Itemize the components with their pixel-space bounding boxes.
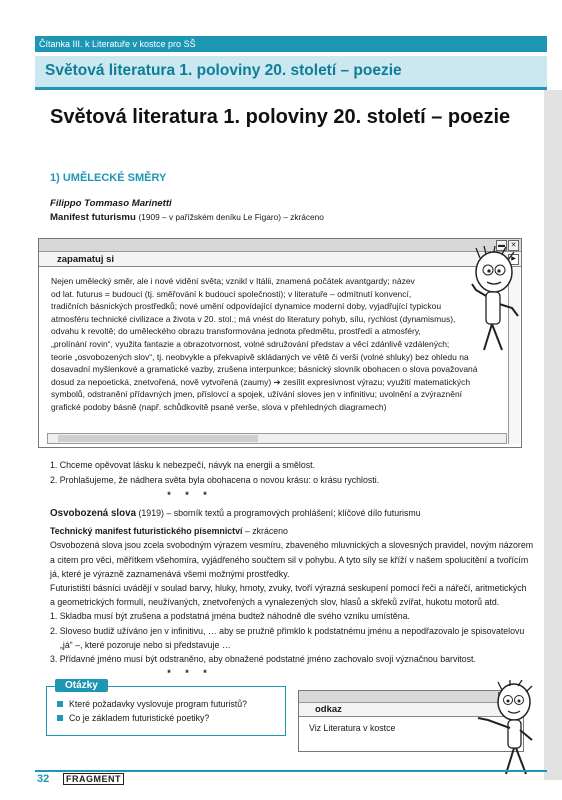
questions-box <box>46 680 286 736</box>
remember-tab[interactable]: zapamatuj si <box>57 254 115 265</box>
section-title-bar <box>35 56 547 90</box>
body-line: 1. Skladba musí být zrušena a podstatná jména budtež náhodně dle svého vzniku umístěna. <box>50 611 410 622</box>
right-margin-strip <box>544 90 562 780</box>
play-arrow-icon[interactable]: ▶ <box>508 254 519 265</box>
technical-manifest-note: – zkráceno <box>242 526 288 537</box>
reference-text: Viz Literatura v kostce <box>309 723 396 733</box>
questions-label: Otázky <box>55 679 108 692</box>
manifest-title: Manifest futurismu <box>50 212 136 223</box>
square-bullet-icon <box>57 701 63 707</box>
minimize-icon[interactable]: ▬ <box>498 242 505 249</box>
book-title-bar <box>35 36 547 52</box>
square-bullet-icon <box>57 715 63 721</box>
scrollbar-thumb[interactable] <box>58 435 258 442</box>
window-title-strip <box>39 239 521 252</box>
page-footer <box>35 770 547 786</box>
remember-line: atmosféru technické civilizace a života v 20. stol.; má vnést do literatury pohyb, sílu, rychlost (dynamismus), <box>51 313 456 324</box>
free-words-title: Osvobozená slova <box>50 508 137 519</box>
manifest-line <box>50 212 324 223</box>
remember-line: dosud za nepoetická, znetvořená, nově vytvořená (zaumy) ➔ zesílit expresivnost výrazu; využití matematických <box>51 376 471 387</box>
remember-line: od lat. futurus = budoucí (tj. směřování k budoucí společnosti); v literatuře – odmítnutí konvencí, <box>51 288 412 299</box>
body-line: a geometrických formulí, neužívaných, znetvořených a vynalezených slov, hlasů a skřeků zvířat, hukotu motorů atd. <box>50 597 500 608</box>
publisher-logo <box>63 773 124 785</box>
page-number: 32 <box>37 773 50 785</box>
body-line: a citem pro věci, měřítkem všehomíra, vyjádřeného součtem sil v pohybu. A tyto síly se kříží v našem spolucitění a tvořícím <box>50 554 529 565</box>
free-words-section <box>50 506 536 680</box>
remember-line: odvahu k revoltě; do uměleckého obrazu transformována jednota předmětu, prostředí a atmosféry, <box>51 326 421 337</box>
thinking-figure-icon <box>462 246 528 354</box>
body-line: „já“ –, které pozoruje nebo si představuje … <box>60 639 231 650</box>
pointing-figure-icon <box>474 680 540 776</box>
list-item: 1. Chceme opěvovat lásku k nebezpečí, návyk na energii a smělost. <box>50 460 316 470</box>
body-line: 3. Přídavné jméno musí být odstraněno, aby obnažené podstatné jméno zachovalo svoji význačnou barvitost. <box>50 654 476 665</box>
remember-line: grafické podoby básně (např. schůdkovitě psané verše, slova v přehledných diagramech) <box>51 401 387 412</box>
manifest-note: (1909 – v pařížském deníku Le Figaro) – zkráceno <box>138 212 324 222</box>
question-text: Které požadavky vyslovuje program futuristů? <box>69 699 247 709</box>
horizontal-scrollbar[interactable] <box>47 433 507 444</box>
body-line: já, které je výrazně zaznamenává všemi možnými prostředky. <box>50 568 290 579</box>
close-icon[interactable]: ✕ <box>508 240 519 251</box>
question-item <box>57 697 247 711</box>
subheading: 1) UMĚLECKÉ SMĚRY <box>50 172 167 184</box>
page-title: Světová literatura 1. poloviny 20. století – poezie <box>50 106 511 128</box>
separator-stars: * * * <box>167 668 213 679</box>
book-title: Čítanka III. k Literatuře v kostce pro SŠ <box>39 39 196 49</box>
reference-tab[interactable]: odkaz <box>315 704 342 715</box>
window-tab-row <box>39 252 521 267</box>
body-line: Futuristiští básníci uvádějí v soulad barvy, hluky, hrnoty, zvuky, tvoří výrazná seskupení pomocí řeči a nářečí, aritmetických <box>50 583 527 594</box>
free-words-note: (1919) – sborník textů a programových prohlášení; klíčové dílo futurismu <box>138 508 421 518</box>
section-title: Světová literatura 1. poloviny 20. století – poezie <box>45 62 402 79</box>
remember-text <box>51 275 483 414</box>
question-item <box>57 711 247 725</box>
publisher-name: FRAGMENT <box>63 773 124 785</box>
remember-line: „prolínání rovin“, využita fantazie a obrazotvornost, volné sdružování představ a věcí zdánlivě vzdálených; <box>51 338 450 349</box>
technical-manifest-title: Technický manifest futuristického písemnictví <box>50 526 243 537</box>
remember-line: teorie „osvobozených slov“, tj. neobvykle a překvapivě skládaných ve větě či verši (volné shluky) bez ohledu na <box>51 351 469 362</box>
remember-line: Nejen umělecký směr, ale i nové vidění světa; vznikl v Itálii, znamená počátek avantgardy; název <box>51 276 415 286</box>
separator-stars: * * * <box>167 489 213 500</box>
manifest-points <box>50 458 530 502</box>
body-line: 2. Sloveso budiž užíváno jen v infinitivu, … aby se pružně přimklo k podstatnému jménu a nepodřazovalo je spisovatelovu <box>50 625 525 636</box>
remember-line: dosavadní myšlenkové a gramatické vazby, zrušena interpunkce; básnický slovník obohacen o slova považovaná <box>51 364 478 375</box>
remember-line: symbolů, odstranění přídavných jmen, příslovcí a spojek, užívání sloves jen v infinitivu; uvolnění a zvýraznění <box>51 389 463 400</box>
body-line: Osvobozená slova jsou zcela svobodným výrazem vesmíru, zbaveného mluvnických a slovesných pravidel, novým názorem <box>50 540 534 551</box>
list-item: 2. Prohlašujeme, že nádhera světa byla obohacena o novou krásu: o krásu rychlosti. <box>50 474 380 485</box>
author-name: Filippo Tommaso Marinetti <box>50 198 172 209</box>
remember-line: tradičních básnických prostředků; nové umění odpovídající dynamice moderní doby, vyjadřující typickou <box>51 301 442 312</box>
remember-window <box>38 238 522 448</box>
question-text: Co je základem futuristické poetiky? <box>69 713 210 723</box>
questions-list <box>57 697 247 725</box>
